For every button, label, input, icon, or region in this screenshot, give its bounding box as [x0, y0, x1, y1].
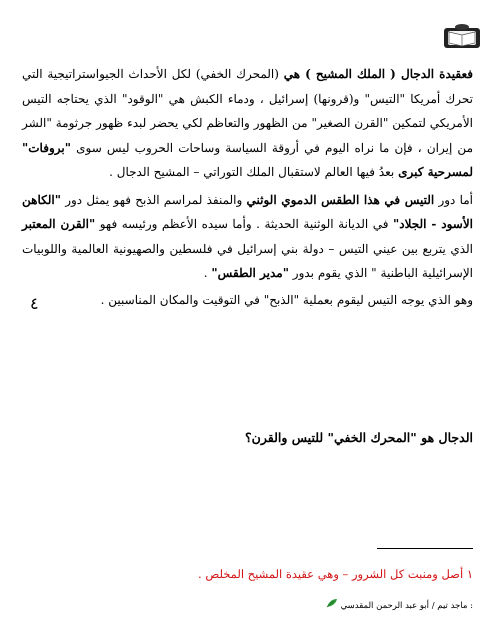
margin-number: ٤	[30, 294, 39, 313]
p1-text-1: (المحرك الخفي) لكل الأحداث الجيواستراتيجية التي تحرك أمريكا "التيس" و(قرونها) إسرائيل ، ودماء الكبش هي "الوقود" الذي يحتاجه التيس الأمريكي لتمكين "القرن الصغير" من الظهور والتعاظم لكي يحضر لبدء ظهور جرثومة "الشر من إيران ، فإن ما نراه اليوم في أروقة السياسة وساحات الحروب ليس سوى	[22, 67, 473, 155]
question-text-1: الدجال هو	[416, 430, 473, 445]
p2-bold-4: "مدير الطقس"	[211, 266, 289, 280]
book-logo-icon	[443, 22, 481, 52]
p2-bold-3: "القرن المعتبر	[22, 217, 96, 231]
p1-bold-1: "بروفات" لمسرحية كبرى	[22, 140, 473, 179]
main-text	[22, 62, 473, 312]
question-text-2: "المحرك الخفي" للتيس والقرن؟	[245, 430, 417, 445]
p2-text-2: والمنفذ لمراسم الذبح فهو يمثل دور	[61, 192, 247, 207]
p2-text-1: أما دور	[434, 192, 473, 207]
paragraph-1	[22, 62, 473, 185]
p2-text-3: في الديانة الوثنية الحديثة . وأما سيده الأعظم ورئيسه فهو	[95, 217, 393, 231]
footnote: ١ أصل ومنبت كل الشرور – وهي عقيدة المشيح المخلص .	[198, 567, 473, 581]
author-credit	[22, 598, 473, 613]
p2-text-4: الذي يتربع بين عيني التيس – دولة بني إسرائيل في فلسطين والصهيونية العالمية واللوبيات الإسرائيلية الباطنية " الذي يقوم بدور	[22, 241, 473, 280]
p1-text-2: بعدُ فيها العالم لاستقبال الملك التوراتي – المشيح الدجال .	[109, 165, 399, 179]
p2-text-5: .	[203, 266, 212, 280]
section-question	[22, 428, 473, 448]
footnote-divider	[377, 548, 473, 549]
p2-bold-2: "الكاهن الأسود - الجلاد"	[22, 192, 473, 231]
paragraph-2	[22, 188, 473, 286]
credit-text: : ماجد تيم / أبو عبد الرحمن المقدسي	[340, 601, 473, 611]
paragraph-3: وهو الذي يوجه التيس ليقوم بعملية "الذبح" في التوقيت والمكان المناسبين .	[100, 292, 473, 307]
p2-bold-1: التيس في هذا الطقس الدموي الوثني	[246, 192, 435, 207]
leaf-icon	[326, 598, 338, 613]
intro-bold: فعقيدة الدجال ( الملك المشيح ) هي	[283, 67, 473, 81]
